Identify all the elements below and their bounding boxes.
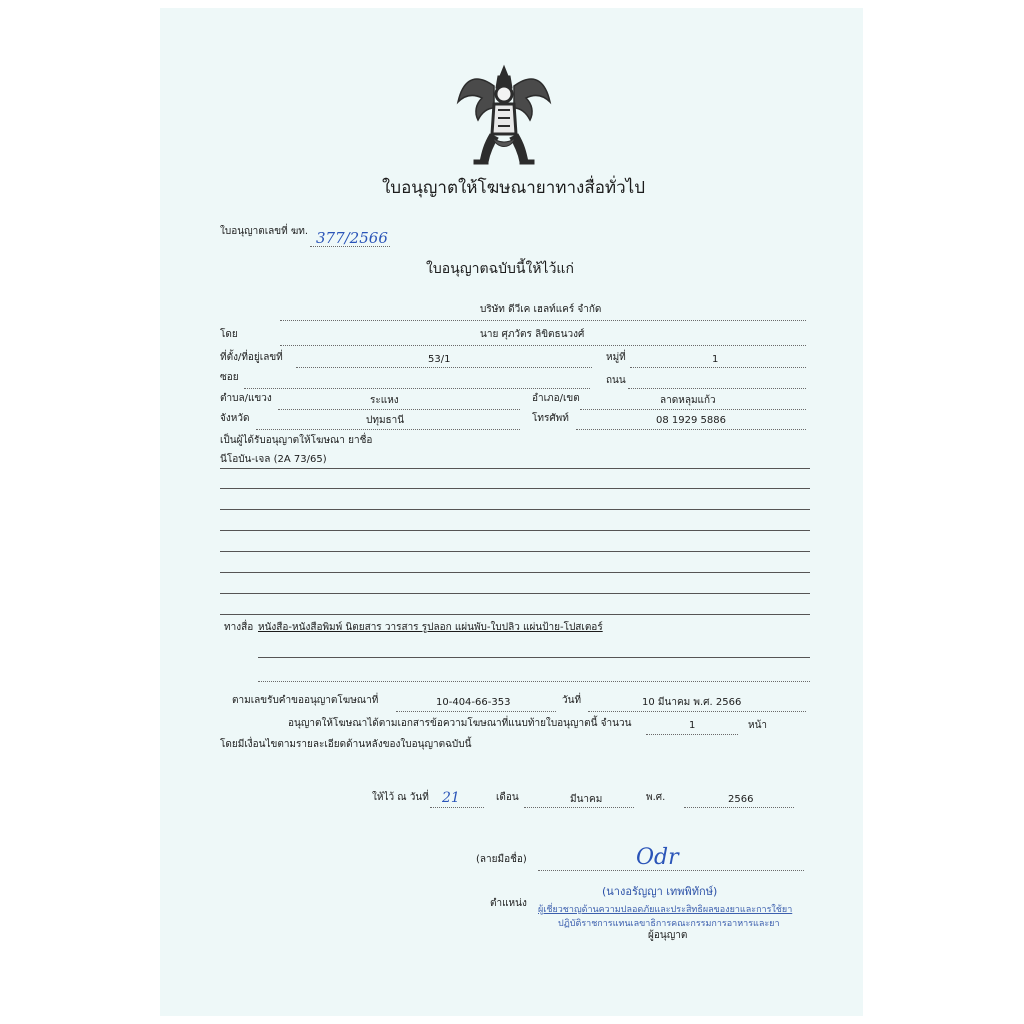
tambon-value: ระแหง [370,395,399,406]
address-value: 53/1 [428,354,451,365]
product-name: นีโอบัน-เจล (2A 73/65) [220,454,327,465]
license-no-line [310,246,390,247]
product-rule [220,488,810,489]
media-rule [258,657,810,658]
representative-name: นาย ศุภวัตร ลิขิตธนวงศ์ [480,329,585,340]
by-label: โดย [220,329,238,340]
moo-line [630,367,806,368]
request-line [396,711,556,712]
media-line [258,681,810,682]
issued-month-label: เดือน [496,792,519,803]
approve-text: อนุญาตให้โฆษณาได้ตามเอกสารข้อความโฆษณาที่แนบท้ายใบอนุญาตนี้ จำนวน [288,718,632,729]
address-line [296,367,592,368]
signature-mark: Odr [636,845,679,870]
licensor-label: ผู้อนุญาต [648,930,688,941]
signature-label: (ลายมือชื่อ) [476,854,527,865]
issued-day: 21 [442,790,460,806]
product-rule [220,468,810,469]
road-label: ถนน [606,375,626,386]
product-label: เป็นผู้ได้รับอนุญาตให้โฆษณา ยาชื่อ [220,435,373,446]
issued-year: 2566 [728,794,754,805]
issued-month-line [524,807,634,808]
request-value: 10-404-66-353 [436,697,511,708]
position-line1: ผู้เชี่ยวชาญด้านความปลอดภัยและประสิทธิผลของยาและการใช้ยา [538,905,793,915]
condition-text: โดยมีเงื่อนไขตามรายละเอียดด้านหลังของใบอนุญาตฉบับนี้ [220,739,472,750]
garuda-emblem [454,64,554,168]
product-rule [220,593,810,594]
media-value: หนังสือ-หนังสือพิมพ์ นิตยสาร วารสาร รูปลอก แผ่นพับ-ใบปลิว แผ่นป้าย-โปสเตอร์ [258,622,603,633]
issued-day-line [430,807,484,808]
phone-label: โทรศัพท์ [532,413,569,424]
product-rule [220,614,810,615]
request-date-label: วันที่ [562,695,582,706]
company-line [280,320,806,321]
product-rule [220,509,810,510]
phone-line [576,429,806,430]
document-title: ใบอนุญาตให้โฆษณายาทางสื่อทั่วไป [382,178,646,198]
road-line [628,388,806,389]
issued-year-label: พ.ศ. [646,792,666,803]
subtitle: ใบอนุญาตฉบับนี้ให้ไว้แก่ [426,261,574,277]
request-date-line [588,711,806,712]
phone-value: 08 1929 5886 [656,415,726,426]
position-line2: ปฏิบัติราชการแทนเลขาธิการคณะกรรมการอาหารและยา [558,919,780,929]
product-rule [220,572,810,573]
signatory-name: (นางอรัญญา เทพพิทักษ์) [602,885,718,898]
address-label: ที่ตั้ง/ที่อยู่เลขที่ [220,352,283,363]
product-rule [220,530,810,531]
position-label: ตำแหน่ง [490,898,527,909]
signature-line [538,870,804,871]
product-rule [220,551,810,552]
license-document [160,8,863,1016]
tambon-label: ตำบล/แขวง [220,393,272,404]
issued-month: มีนาคม [570,794,603,805]
moo-value: 1 [712,354,719,365]
amphoe-value: ลาดหลุมแก้ว [660,395,716,406]
request-label: ตามเลขรับคำขออนุญาตโฆษณาที่ [232,695,379,706]
soi-label: ซอย [220,372,239,383]
amphoe-line [580,409,806,410]
license-no-label: ใบอนุญาตเลขที่ ฆท. [220,226,309,237]
tambon-line [278,409,520,410]
moo-label: หมู่ที่ [606,352,626,363]
province-line [256,429,520,430]
by-line [280,345,806,346]
province-label: จังหวัด [220,413,250,424]
issued-year-line [684,807,794,808]
media-label: ทางสื่อ [224,622,254,633]
pages-line [646,734,738,735]
province-value: ปทุมธานี [366,415,405,426]
pages-unit: หน้า [748,720,768,731]
company-name: บริษัท ดีวีเค เฮลท์แคร์ จำกัด [480,304,602,315]
license-no-value: 377/2566 [316,229,388,247]
issued-label: ให้ไว้ ณ วันที่ [372,792,429,803]
amphoe-label: อำเภอ/เขต [532,393,580,404]
pages-value: 1 [689,720,696,731]
request-date-value: 10 มีนาคม พ.ศ. 2566 [642,697,742,708]
soi-line [244,388,590,389]
